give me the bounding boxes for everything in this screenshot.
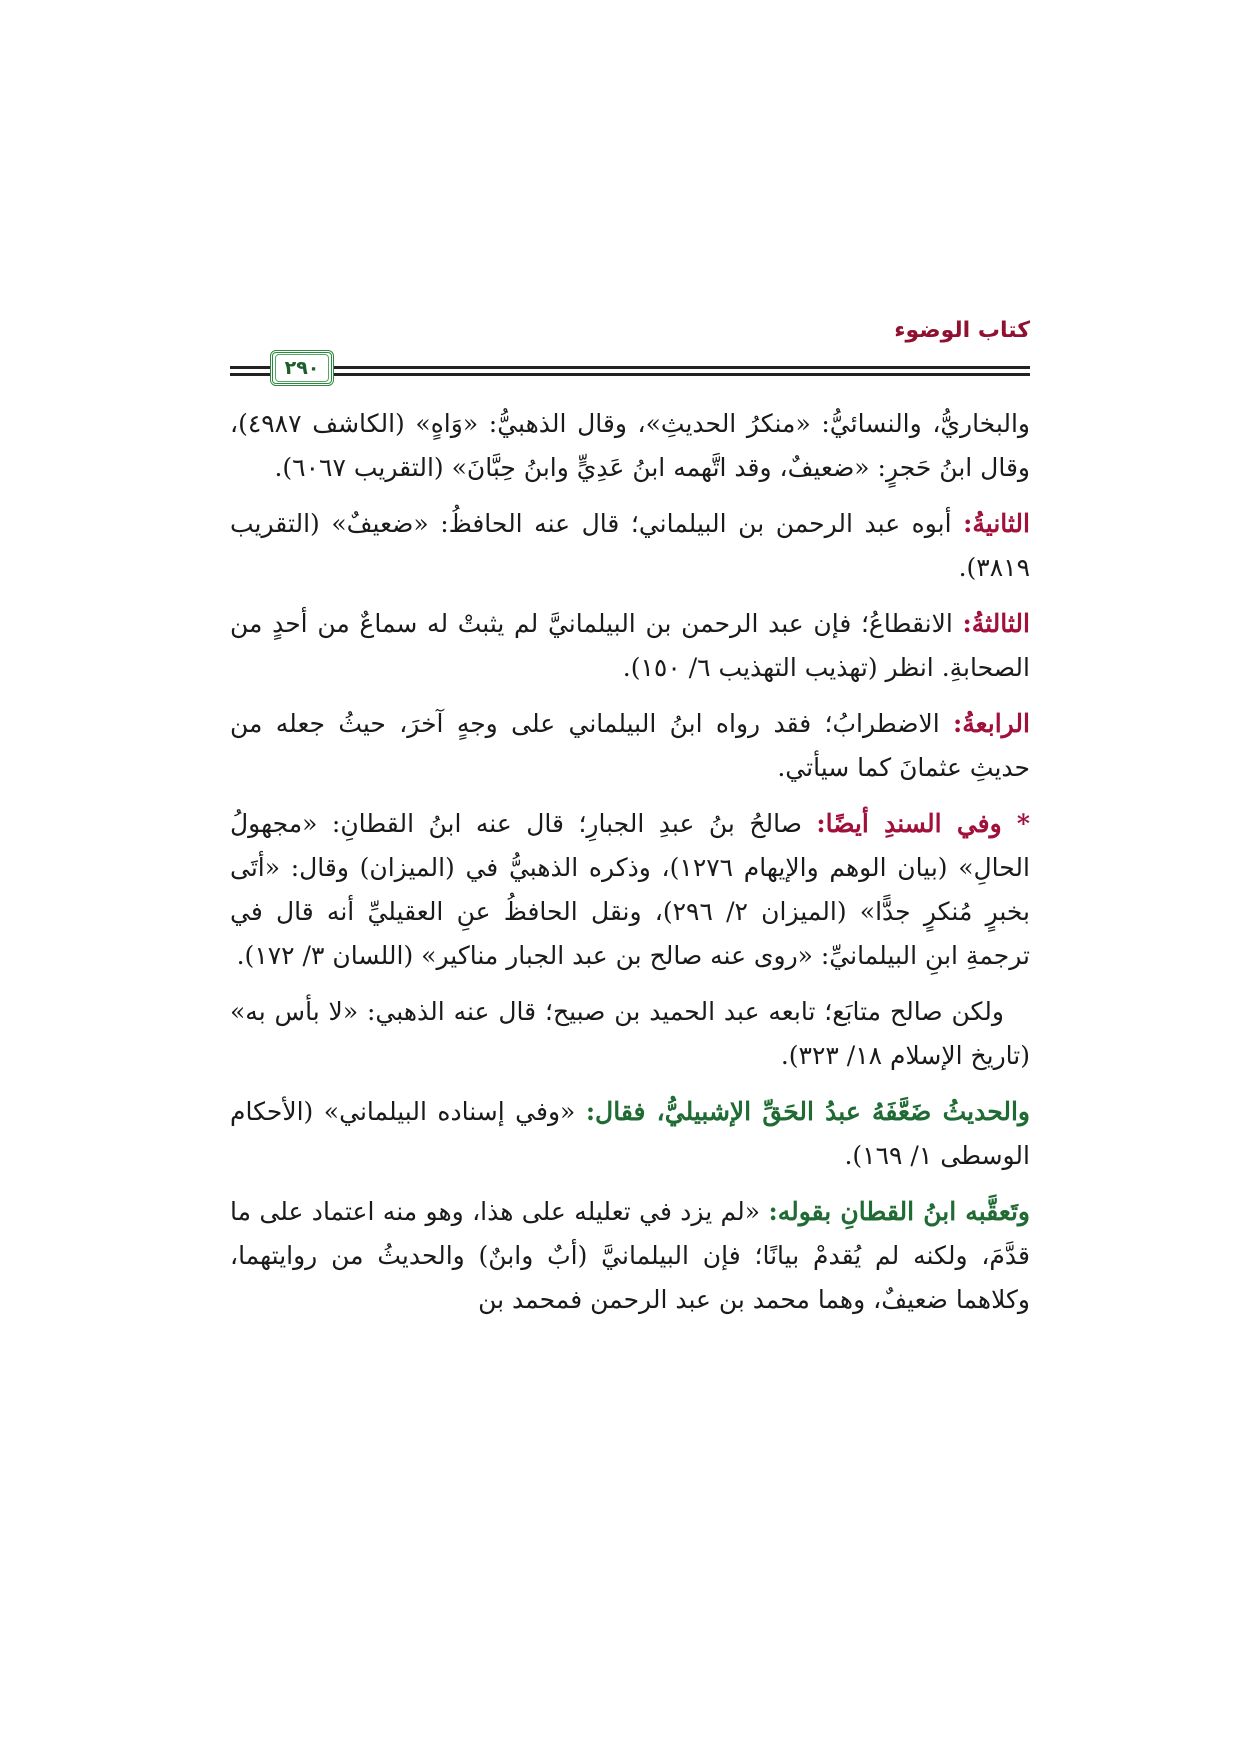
paragraph-5-text: صالحُ بنُ عبدِ الجبارِ؛ قال عنه ابنُ القطانِ: «مجهولُ الحالِ» (بيان الوهم والإيهام ١٢٧٦)، وذكره الذهبيُّ في (الميزان) وقال: «أتَى بخبرٍ مُنكرٍ جدًّا» (الميزان ٢/ ٢٩٦)، ونقل الحافظُ عنِ العقيليِّ أنه قال في ترجمةِ ابنِ البيلمانيِّ: «روى عنه صالح بن عبد الجبار مناكير» (اللسان ٣/ ١٧٢). bbox=[230, 809, 1030, 970]
header-rule-bottom bbox=[230, 373, 1030, 376]
paragraph-2-text: أبوه عبد الرحمن بن البيلماني؛ قال عنه الحافظُ: «ضعيفٌ» (التقريب ٣٨١٩). bbox=[230, 509, 1030, 582]
paragraph-3-text: الانقطاعُ؛ فإن عبد الرحمن بن البيلمانيَّ لم يثبتْ له سماعٌ من أحدٍ من الصحابةِ. انظر (تهذيب التهذيب ٦/ ١٥٠). bbox=[230, 609, 1030, 682]
paragraph-4 bbox=[230, 702, 1030, 790]
page-number: ٢٩٠ bbox=[275, 354, 329, 382]
paragraph-4-label: الرابعةُ: bbox=[953, 709, 1030, 738]
paragraph-2-label: الثانيةُ: bbox=[963, 509, 1030, 538]
paragraph-7-label: والحديثُ ضَعَّفَهُ عبدُ الحَقِّ الإشبيليُّ، فقال: bbox=[585, 1097, 1030, 1126]
paragraph-8-text: «لم يزد في تعليله على هذا، وهو منه اعتماد على ما قدَّمَ، ولكنه لم يُقدمْ بيانًا؛ فإن البيلمانيَّ (أبٌ وابنٌ) والحديثُ من روايتهما، وكلاهما ضعيفٌ، وهما محمد بن عبد الرحمن فمحمد بن bbox=[230, 1197, 1030, 1314]
paragraph-5-label: * وفي السندِ أيضًا: bbox=[816, 809, 1030, 838]
paragraph-6 bbox=[230, 990, 1030, 1078]
paragraph-8-label: وتَعقَّبه ابنُ القطانِ بقوله: bbox=[768, 1197, 1030, 1226]
paragraph-1 bbox=[230, 402, 1030, 490]
paragraph-7-text: «وفي إسناده البيلماني» (الأحكام الوسطى ١/ ١٦٩). bbox=[230, 1097, 1030, 1170]
paragraph-7 bbox=[230, 1090, 1030, 1178]
paragraph-5 bbox=[230, 802, 1030, 978]
book-title: كتاب الوضوء bbox=[894, 318, 1030, 343]
paragraph-2 bbox=[230, 502, 1030, 590]
page-number-frame bbox=[270, 350, 334, 386]
paragraph-1-text: والبخاريُّ، والنسائيُّ: «منكرُ الحديثِ»، وقال الذهبيُّ: «وَاهٍ» (الكاشف ٤٩٨٧)، وقال ابنُ حَجرٍ: «ضعيفٌ، وقد اتَّهمه ابنُ عَدِيٍّ وابنُ حِبَّانَ» (التقريب ٦٠٦٧). bbox=[230, 409, 1030, 482]
paragraph-8 bbox=[230, 1190, 1030, 1322]
paragraph-4-text: الاضطرابُ؛ فقد رواه ابنُ البيلماني على وجهٍ آخرَ، حيثُ جعله من حديثِ عثمانَ كما سيأتي. bbox=[230, 709, 1030, 782]
page-content bbox=[230, 402, 1030, 1334]
paragraph-6-text: ولكن صالح متابَع؛ تابعه عبد الحميد بن صبيح؛ قال عنه الذهبي: «لا بأس به» (تاريخ الإسلام ١٨/ ٣٢٣). bbox=[230, 997, 1030, 1070]
header-rule-top bbox=[230, 366, 1030, 369]
paragraph-3-label: الثالثةُ: bbox=[962, 609, 1030, 638]
page-header bbox=[230, 318, 1030, 388]
paragraph-3 bbox=[230, 602, 1030, 690]
